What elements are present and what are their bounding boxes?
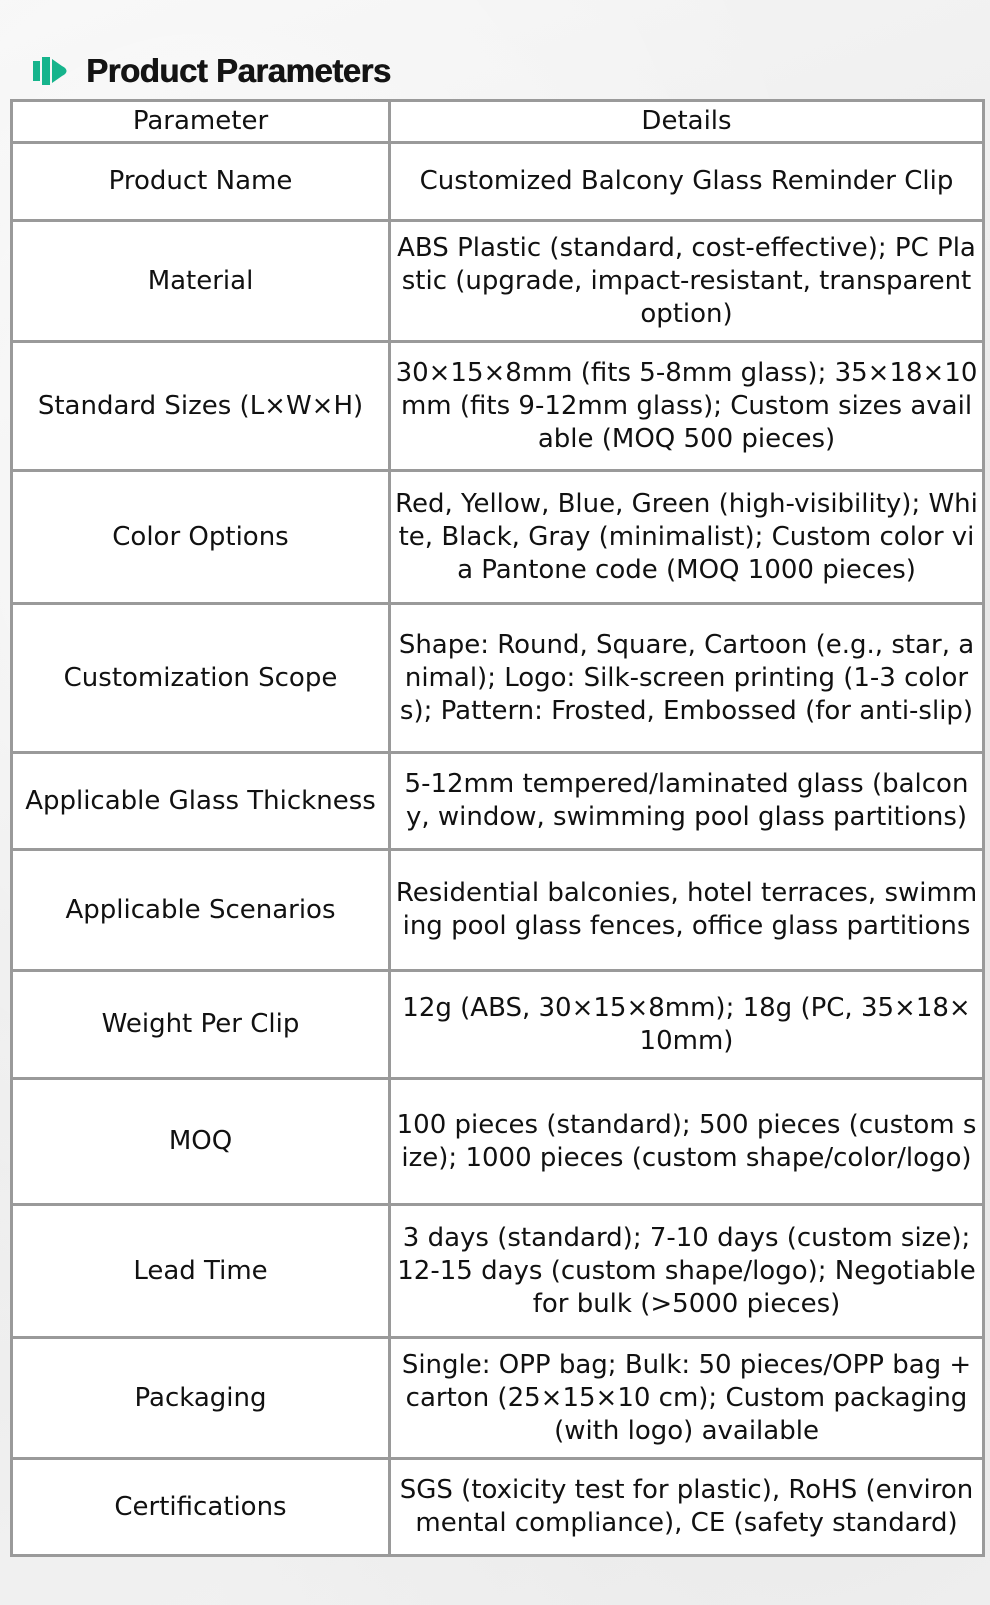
- column-header-parameter: Parameter: [12, 101, 390, 143]
- parameter-cell: Standard Sizes (L×W×H): [12, 342, 390, 471]
- parameter-cell: Certifications: [12, 1459, 390, 1556]
- speaker-icon: [30, 50, 72, 92]
- table-row: [12, 604, 984, 753]
- table-row: [12, 971, 984, 1079]
- table-row: [12, 471, 984, 604]
- table-row: [12, 342, 984, 471]
- details-cell: Customized Balcony Glass Reminder Clip: [390, 143, 984, 221]
- parameter-cell: Product Name: [12, 143, 390, 221]
- parameter-cell: Customization Scope: [12, 604, 390, 753]
- parameter-cell: Material: [12, 221, 390, 342]
- details-cell: Shape: Round, Square, Cartoon (e.g., star, animal); Logo: Silk-screen printing (1-3 colors); Pattern: Frosted, Embossed (for anti-slip): [390, 604, 984, 753]
- parameter-cell: Applicable Scenarios: [12, 850, 390, 971]
- table-row: [12, 1205, 984, 1338]
- details-cell: Red, Yellow, Blue, Green (high-visibility); White, Black, Gray (minimalist); Custom color via Pantone code (MOQ 1000 pieces): [390, 471, 984, 604]
- details-cell: 100 pieces (standard); 500 pieces (custom size); 1000 pieces (custom shape/color/logo): [390, 1079, 984, 1205]
- table-row: [12, 850, 984, 971]
- parameter-cell: Applicable Glass Thickness: [12, 753, 390, 850]
- details-cell: Residential balconies, hotel terraces, swimming pool glass fences, office glass partitions: [390, 850, 984, 971]
- table-row: [12, 1079, 984, 1205]
- table-row: [12, 1459, 984, 1556]
- column-header-details: Details: [390, 101, 984, 143]
- table-row: [12, 143, 984, 221]
- section-heading: [30, 48, 391, 94]
- details-cell: ABS Plastic (standard, cost-effective); PC Plastic (upgrade, impact-resistant, transparent option): [390, 221, 984, 342]
- table-row: [12, 221, 984, 342]
- details-cell: Single: OPP bag; Bulk: 50 pieces/OPP bag + carton (25×15×10 cm); Custom packaging (with logo) available: [390, 1338, 984, 1459]
- page-title: Product Parameters: [86, 52, 391, 89]
- details-cell: 5-12mm tempered/laminated glass (balcony, window, swimming pool glass partitions): [390, 753, 984, 850]
- parameters-table: [10, 99, 985, 1557]
- table-row: [12, 753, 984, 850]
- parameter-cell: Lead Time: [12, 1205, 390, 1338]
- table-row: [12, 1338, 984, 1459]
- parameter-cell: Packaging: [12, 1338, 390, 1459]
- details-cell: SGS (toxicity test for plastic), RoHS (environmental compliance), CE (safety standard): [390, 1459, 984, 1556]
- parameters-table-container: [10, 99, 982, 1557]
- parameter-cell: Color Options: [12, 471, 390, 604]
- details-cell: 30×15×8mm (fits 5-8mm glass); 35×18×10mm (fits 9-12mm glass); Custom sizes available (MOQ 500 pieces): [390, 342, 984, 471]
- parameter-cell: MOQ: [12, 1079, 390, 1205]
- parameter-cell: Weight Per Clip: [12, 971, 390, 1079]
- details-cell: 3 days (standard); 7-10 days (custom size); 12-15 days (custom shape/logo); Negotiable for bulk (>5000 pieces): [390, 1205, 984, 1338]
- table-header-row: [12, 101, 984, 143]
- details-cell: 12g (ABS, 30×15×8mm); 18g (PC, 35×18×10mm): [390, 971, 984, 1079]
